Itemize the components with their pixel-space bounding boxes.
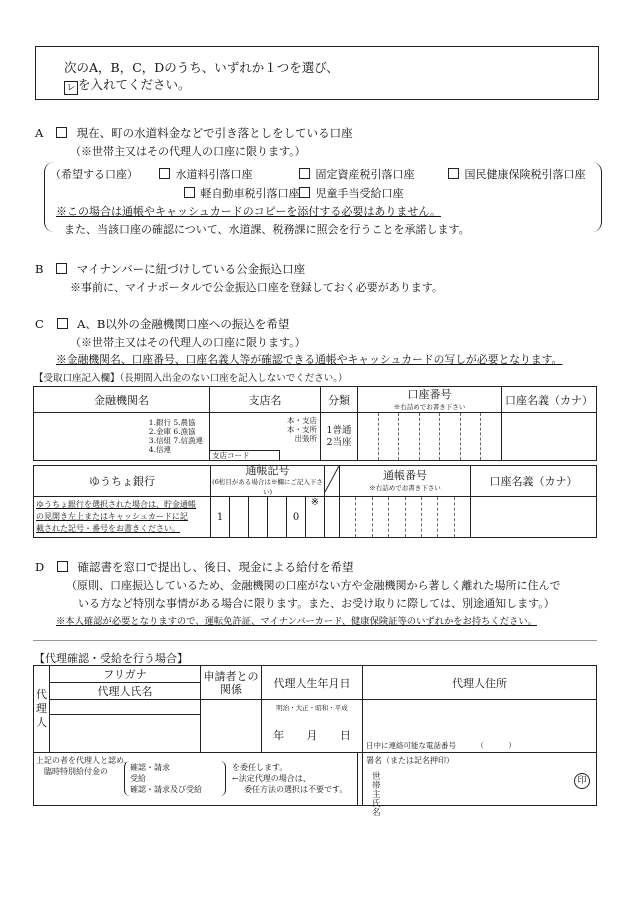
branch-code-label: 支店コード	[212, 451, 250, 460]
bank-name-cell[interactable]	[34, 413, 210, 461]
bank-type-1: 1.銀行 5.農協	[148, 418, 196, 427]
option-a-desired-label: （希望する口座）	[50, 168, 138, 181]
choice-confirm[interactable]: 確認・請求	[130, 763, 170, 772]
option-a-consent: また、当該口座の確認について、水道課、税務課に照会を行うことを承諾します。	[64, 223, 470, 236]
option-c-note1: （※世帯主又はその代理人の口座に限ります。）	[70, 336, 306, 349]
seal-mark: 印	[574, 773, 590, 789]
option-a-acct-3	[446, 166, 586, 182]
choice-list	[130, 762, 202, 795]
dob-ymd	[262, 727, 362, 743]
branch-name-header: 支店名	[210, 387, 321, 413]
branch-name-cell[interactable]	[210, 413, 321, 461]
signature-label: 署名（または記名押印）	[366, 756, 454, 765]
side-char-3: 人	[36, 716, 47, 729]
yucho-holder-header: 口座名義（カナ）	[471, 466, 597, 497]
delegate-text-1: を委任します。	[232, 763, 288, 772]
proxy-furigana-field[interactable]	[50, 700, 200, 715]
era-options: 明治・大正・昭和・平成	[276, 704, 348, 712]
bank-account-table	[33, 386, 597, 461]
yucho-desc-1: ゆうちょ銀行を選択された場合は、貯金通帳	[36, 500, 196, 509]
yucho-number-subnote: ※右詰めでお書き下さい	[369, 484, 441, 492]
yucho-symbol-title: 通帳記号	[245, 464, 290, 477]
holder-cell[interactable]	[502, 413, 597, 461]
acct-child-label: 児童手当受給口座	[315, 187, 404, 200]
yucho-slash-cell	[325, 466, 340, 497]
head-name-divider	[357, 753, 358, 806]
delegate-text	[232, 762, 347, 795]
section-divider	[33, 640, 597, 641]
branch-code-box[interactable]	[210, 450, 280, 460]
proxy-side-label	[34, 666, 50, 753]
option-a-acct-5	[297, 185, 404, 201]
relation-field[interactable]	[201, 700, 262, 753]
option-a-letter: A	[35, 126, 44, 140]
option-d-title	[35, 559, 354, 575]
account-number-cell[interactable]	[358, 413, 502, 461]
delegation-cell	[34, 753, 381, 818]
option-d-note1: （原則、口座振込しているため、金融機関の口座がない方や金融機関から著しく離れた場所に住んで	[66, 579, 561, 592]
account-number-header	[358, 387, 502, 413]
yucho-symbol-header	[211, 466, 325, 497]
yucho-desc-3: 載された記号・番号をお書きください。	[36, 524, 180, 533]
proxy-name-cell[interactable]	[50, 700, 201, 753]
yucho-digit-4[interactable]	[268, 497, 287, 538]
yucho-holder-cell[interactable]	[471, 497, 597, 538]
option-a-copy-note: ※この場合は通帳やキャッシュカードのコピーを添付する必要はありません。	[56, 205, 441, 218]
yucho-digit-3[interactable]	[249, 497, 268, 538]
delegate-text-2: ←法定代理の場合は、	[232, 774, 311, 783]
yucho-digit-2[interactable]	[230, 497, 249, 538]
address-field[interactable]	[363, 700, 597, 753]
option-b-note: ※事前に、マイナポータルで公金振込口座を登録しておく必要があります。	[70, 281, 443, 294]
proxy-name-label: 代理人氏名	[50, 683, 201, 700]
branch-type-1: 本・支店	[287, 416, 317, 425]
bank-type-list	[149, 418, 203, 454]
dob-field[interactable]	[262, 700, 363, 753]
yucho-digit-1: 1	[211, 497, 230, 538]
yucho-number-cell[interactable]	[340, 497, 471, 538]
option-a-title	[35, 125, 353, 141]
yucho-number-boxes	[340, 497, 470, 537]
delegate-line1: 上記の者を代理人と認め、	[36, 756, 132, 765]
acct-water-checkbox[interactable]	[159, 168, 170, 179]
acct-child-checkbox[interactable]	[299, 187, 310, 198]
yucho-desc-2: の見開き左上またはキャッシュカードに記	[36, 512, 188, 521]
category-header: 分類	[321, 387, 358, 413]
acct-health-checkbox[interactable]	[448, 168, 459, 179]
option-d-letter: D	[35, 560, 45, 574]
option-a-note: （※世帯主又はその代理人の口座に限ります。）	[70, 145, 306, 158]
choice-receive[interactable]: 受給	[130, 774, 146, 783]
option-a-title-text: 現在、町の水道料金などで引き落としをしている口座	[76, 126, 353, 140]
instruction-line1: 次のA，B，C，Dのうち、いずれか１つを選び、	[64, 60, 339, 75]
option-d-note2: いる方など特別な事情がある場合に限ります。また、お受け取りに際しては、別途通知します。）	[78, 597, 555, 610]
bank-type-4: 4.信連	[148, 445, 171, 454]
account-number-title: 口座番号	[407, 387, 452, 401]
bank-name-header: 金融機関名	[34, 387, 210, 413]
furigana-label: フリガナ	[50, 666, 201, 683]
option-a-acct-2	[297, 166, 415, 182]
category-current: 2当座	[326, 436, 352, 448]
option-b-checkbox[interactable]	[56, 263, 67, 274]
yucho-digit-0: 0	[287, 497, 306, 538]
check-mark-box: レ	[64, 81, 78, 95]
choice-both[interactable]: 確認・請求及び受給	[130, 785, 202, 794]
dob-month-label: 月	[306, 729, 318, 742]
acct-vehicle-checkbox[interactable]	[184, 187, 195, 198]
option-c-letter: C	[35, 317, 44, 331]
acct-property-checkbox[interactable]	[299, 168, 310, 179]
side-char-1: 代	[36, 688, 47, 701]
yucho-table	[33, 465, 597, 538]
option-a-checkbox[interactable]	[56, 127, 67, 138]
delegate-text-3: 委任方法の選択は不要です。	[244, 785, 348, 794]
category-cell[interactable]	[321, 413, 358, 461]
option-d-note3: ※本人確認が必要となりますので、運転免許証、マイナンバーカード、健康保険証等のいずれかをお持ちください。	[56, 616, 537, 627]
option-b-title	[35, 261, 305, 277]
signature-cell[interactable]	[363, 753, 597, 806]
yucho-label: ゆうちょ銀行	[34, 466, 211, 497]
yucho-digit-6[interactable]	[306, 497, 325, 538]
proxy-name-field[interactable]	[50, 715, 200, 752]
dob-day-label: 日	[339, 729, 351, 742]
option-c-note2: ※金融機関名、口座番号、口座名義人等が確認できる通帳やキャッシュカードの写しが必要となります。	[56, 353, 563, 366]
holder-header: 口座名義（カナ）	[502, 387, 597, 413]
branch-type-3: 出張所	[294, 434, 317, 443]
yucho-mark: ※	[310, 497, 320, 508]
option-d-checkbox[interactable]	[57, 561, 68, 572]
bank-type-3: 3.信組 7.信漁連	[148, 436, 203, 445]
account-digit-boxes	[358, 413, 501, 460]
address-label: 代理人住所	[363, 666, 597, 700]
acct-property-label: 固定資産税引落口座	[315, 168, 415, 181]
branch-type-2: 本・支所	[287, 425, 317, 434]
head-name-label: 世帯主氏名	[372, 772, 381, 818]
yucho-gap	[325, 497, 340, 538]
slash-mark	[325, 466, 339, 492]
acct-health-label: 国民健康保険税引落口座	[464, 168, 586, 181]
acct-water-label: 水道料引落口座	[175, 168, 253, 181]
side-char-2: 理	[36, 702, 47, 715]
bank-table-caption: 【受取口座記入欄】（長期間入出金のない口座を記入しないでください。）	[34, 373, 348, 384]
option-c-title-text: A、B以外の金融機関口座への振込を希望	[77, 317, 290, 331]
option-a-acct-4	[182, 185, 300, 201]
option-c-checkbox[interactable]	[57, 318, 68, 329]
yucho-description	[34, 497, 211, 538]
option-a-acct-1	[157, 166, 253, 182]
option-d-title-text: 確認書を窓口で提出し、後日、現金による給付を希望	[77, 560, 354, 574]
dob-year-label: 年	[273, 729, 285, 742]
delegate-line2: 臨時特別給付金の	[44, 767, 108, 776]
category-ordinary: 1普通	[326, 424, 352, 436]
phone-row	[366, 741, 516, 750]
phone-label: 日中に連絡可能な電話番号	[366, 741, 456, 750]
yucho-number-title: 通帳番号	[383, 469, 427, 482]
account-number-subnote: ※右詰めでお書き下さい	[393, 402, 466, 411]
relation-label: 申請者との関係	[201, 666, 262, 700]
acct-vehicle-label: 軽自動車税引落口座	[200, 187, 300, 200]
bank-type-2: 2.金庫 6.漁協	[148, 427, 196, 436]
instruction-line2-wrap	[64, 75, 191, 95]
instruction-line2: を入れてください。	[78, 77, 191, 92]
option-c-title	[35, 316, 289, 332]
option-b-letter: B	[35, 262, 44, 276]
phone-paren-open: （	[476, 741, 484, 750]
proxy-title: 【代理確認・受給を行う場合】	[34, 652, 188, 665]
option-b-title-text: マイナンバーに紐づけしている公金振込口座	[76, 262, 306, 276]
proxy-table	[33, 665, 597, 818]
branch-type-list	[287, 416, 317, 443]
yucho-number-header	[340, 466, 471, 497]
phone-paren-close: ）	[508, 741, 516, 750]
yucho-symbol-subnote: (6桁目がある場合は※欄にご記入下さい)	[212, 478, 323, 496]
dob-label: 代理人生年月日	[262, 666, 363, 700]
